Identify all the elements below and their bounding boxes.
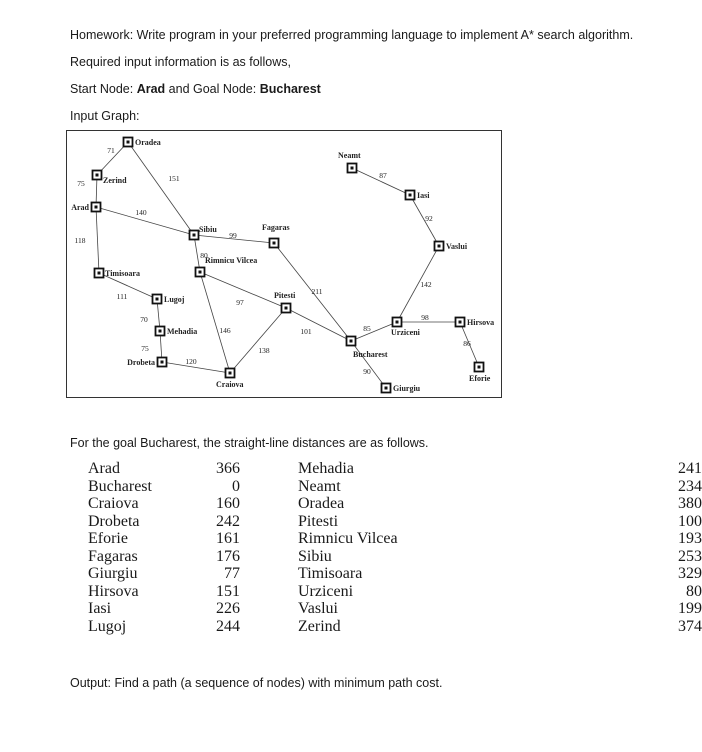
node-timisoara-center <box>98 272 101 275</box>
node-eforie-center <box>478 366 481 369</box>
edge-cost-arad-timisoara: 118 <box>74 236 86 245</box>
node-urziceni-center <box>396 321 399 324</box>
node-label-fagaras: Fagaras <box>262 223 290 232</box>
edge-cost-lugoj-mehadia: 70 <box>140 315 148 324</box>
sld-value: 160 <box>216 495 240 512</box>
node-label-mehadia: Mehadia <box>167 327 198 336</box>
node-label-urziceni: Urziceni <box>391 328 420 337</box>
edge-cost-rimnicu-pitesti: 97 <box>236 298 244 307</box>
sld-value: 244 <box>216 617 240 635</box>
node-arad-center <box>95 206 98 209</box>
sld-city: Vaslui <box>298 600 338 617</box>
edge-cost-oradea-zerind: 71 <box>107 146 115 155</box>
node-sibiu-center <box>193 234 196 237</box>
edge-bucharest-giurgiu <box>351 341 386 388</box>
edge-cost-pitesti-bucharest: 101 <box>300 327 312 336</box>
romania-map-graph <box>66 130 502 398</box>
edge-cost-zerind-arad: 75 <box>77 179 85 188</box>
sld-value: 366 <box>216 460 240 477</box>
sld-city: Pitesti <box>298 512 339 530</box>
edge-cost-sibiu-fagaras: 99 <box>229 231 237 240</box>
sld-intro-text: For the goal Bucharest, the straight-line distances are as follows. <box>70 436 429 450</box>
edge-cost-mehadia-drobeta: 75 <box>141 344 149 353</box>
sld-value: 234 <box>678 477 702 495</box>
edge-cost-bucharest-urziceni: 85 <box>363 324 371 333</box>
node-iasi-center <box>409 194 412 197</box>
sld-city: Eforie <box>88 530 128 547</box>
edge-cost-timisoara-lugoj: 111 <box>116 292 128 301</box>
sld-city: Drobeta <box>88 512 140 530</box>
edge-craiova-pitesti <box>230 308 286 373</box>
edge-cost-urziceni-hirsova: 98 <box>421 313 429 322</box>
node-label-eforie: Eforie <box>469 374 491 383</box>
node-label-arad: Arad <box>71 203 89 212</box>
edge-pitesti-bucharest <box>286 308 351 341</box>
node-mehadia-center <box>159 330 162 333</box>
node-label-iasi: Iasi <box>417 191 430 200</box>
sld-value: 176 <box>216 547 240 565</box>
node-label-pitesti: Pitesti <box>274 291 296 300</box>
goal-prefix: and Goal Node: <box>165 82 260 96</box>
sld-city: Arad <box>88 460 120 477</box>
sld-city: Iasi <box>88 600 112 617</box>
edge-cost-drobeta-craiova: 120 <box>185 357 197 366</box>
node-label-drobeta: Drobeta <box>127 358 155 367</box>
sld-value: 161 <box>216 530 240 547</box>
start-prefix: Start Node: <box>70 82 137 96</box>
sld-value: 77 <box>224 565 240 582</box>
graph-svg <box>67 131 500 396</box>
edge-cost-fagaras-bucharest: 211 <box>311 287 323 296</box>
required-info-text: Required input information is as follows, <box>70 55 291 69</box>
node-drobeta-center <box>161 361 164 364</box>
sld-value: 242 <box>216 512 240 530</box>
sld-city: Sibiu <box>298 547 332 565</box>
sld-city: Giurgiu <box>88 565 138 582</box>
edge-rimnicu-craiova <box>200 272 230 373</box>
edge-cost-rimnicu-craiova: 146 <box>219 326 231 335</box>
edge-arad-timisoara <box>96 207 99 273</box>
sld-city: Rimnicu Vilcea <box>298 530 398 547</box>
sld-value: 193 <box>678 530 702 547</box>
edge-cost-craiova-pitesti: 138 <box>258 346 270 355</box>
sld-city: Hirsova <box>88 582 139 600</box>
node-bucharest-center <box>350 340 353 343</box>
node-label-zerind: Zerind <box>103 176 127 185</box>
sld-city: Zerind <box>298 617 341 635</box>
node-label-rimnicu: Rimnicu Vilcea <box>205 256 258 265</box>
homework-title: Homework: Write program in your preferred programming language to implement A* search algorithm. <box>70 28 634 42</box>
sld-value: 226 <box>216 600 240 617</box>
edge-cost-bucharest-giurgiu: 90 <box>363 367 371 376</box>
sld-value: 253 <box>678 547 702 565</box>
sld-city: Fagaras <box>88 547 138 565</box>
edge-cost-hirsova-eforie: 86 <box>463 339 471 348</box>
sld-city: Mehadia <box>298 460 354 477</box>
node-label-bucharest: Bucharest <box>353 350 388 359</box>
node-label-craiova: Craiova <box>216 380 244 389</box>
edge-cost-sibiu-rimnicu: 80 <box>200 251 208 260</box>
sld-city: Craiova <box>88 495 139 512</box>
edge-urziceni-vaslui <box>397 246 439 322</box>
start-goal-text <box>70 82 321 96</box>
sld-city: Urziceni <box>298 582 354 600</box>
output-text: Output: Find a path (a sequence of nodes) with minimum path cost. <box>70 676 443 690</box>
sld-value: 100 <box>678 512 702 530</box>
node-giurgiu-center <box>385 387 388 390</box>
node-label-sibiu: Sibiu <box>199 225 217 234</box>
sld-city: Bucharest <box>88 477 152 495</box>
sld-city: Oradea <box>298 495 345 512</box>
node-craiova-center <box>229 372 232 375</box>
sld-city: Lugoj <box>88 617 127 635</box>
node-oradea-center <box>127 141 130 144</box>
node-neamt-center <box>351 167 354 170</box>
node-label-giurgiu: Giurgiu <box>393 384 421 393</box>
edge-sibiu-rimnicu <box>194 235 200 272</box>
node-label-vaslui: Vaslui <box>446 242 468 251</box>
sld-value: 80 <box>686 582 702 600</box>
node-fagaras-center <box>273 242 276 245</box>
node-vaslui-center <box>438 245 441 248</box>
node-label-hirsova: Hirsova <box>467 318 495 327</box>
node-label-lugoj: Lugoj <box>164 295 185 304</box>
sld-value: 199 <box>678 600 702 617</box>
goal-node: Bucharest <box>259 82 321 96</box>
sld-value: 241 <box>678 460 702 477</box>
sld-city: Timisoara <box>298 565 363 582</box>
node-pitesti-center <box>285 307 288 310</box>
start-node: Arad <box>136 82 166 96</box>
node-label-neamt: Neamt <box>338 151 361 160</box>
sld-value: 374 <box>678 617 702 635</box>
sld-value: 380 <box>678 495 702 512</box>
node-lugoj-center <box>156 298 159 301</box>
node-zerind-center <box>96 174 99 177</box>
edge-cost-iasi-neamt: 87 <box>379 171 387 180</box>
sld-value: 151 <box>216 582 240 600</box>
edge-cost-arad-sibiu: 140 <box>135 208 147 217</box>
edge-cost-vaslui-iasi: 92 <box>425 214 433 223</box>
edge-cost-urziceni-vaslui: 142 <box>420 280 432 289</box>
edge-oradea-sibiu <box>128 142 194 235</box>
sld-city: Neamt <box>298 477 341 495</box>
node-label-timisoara: Timisoara <box>105 269 140 278</box>
node-rimnicu-center <box>199 271 202 274</box>
sld-value: 329 <box>678 565 702 582</box>
node-label-oradea: Oradea <box>135 138 161 147</box>
input-graph-label: Input Graph: <box>70 109 140 123</box>
edge-cost-oradea-sibiu: 151 <box>168 174 180 183</box>
sld-value: 0 <box>232 477 240 495</box>
node-hirsova-center <box>459 321 462 324</box>
